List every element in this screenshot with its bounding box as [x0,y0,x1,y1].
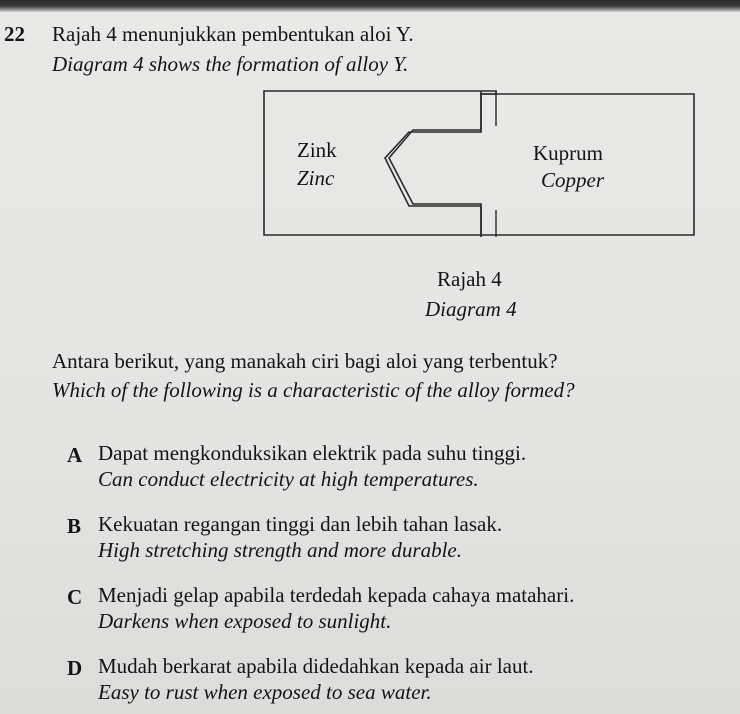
option-c-malay[interactable]: Menjadi gelap apabila terdedah kepada cahaya matahari. [98,583,575,607]
question-number: 22 [4,22,25,46]
option-a-malay[interactable]: Dapat mengkonduksikan elektrik pada suhu tinggi. [98,441,527,465]
copper-label-malay: Kuprum [533,141,603,165]
diagram-caption-malay: Rajah 4 [437,267,502,291]
option-d-malay[interactable]: Mudah berkarat apabila didedahkan kepada air laut. [98,654,534,678]
option-a-english[interactable]: Can conduct electricity at high temperatures. [98,467,479,491]
option-b-malay[interactable]: Kekuatan regangan tinggi dan lebih tahan lasak. [98,512,503,536]
option-d-letter[interactable]: D [67,656,83,680]
diagram-caption-english: Diagram 4 [425,297,517,321]
zinc-label-english: Zinc [297,166,335,190]
option-d-english[interactable]: Easy to rust when exposed to sea water. [98,680,432,704]
top-edge-shadow [0,0,740,12]
zinc-label-malay: Zink [297,138,337,162]
copper-label-english: Copper [541,168,604,192]
prompt-english: Which of the following is a characteristic of the alloy formed? [52,378,575,402]
diagram-outline [263,90,695,238]
alloy-formation-diagram [263,90,695,238]
option-a-letter[interactable]: A [67,443,83,467]
option-c-letter[interactable]: C [67,585,83,609]
boundary-zigzag [385,91,481,237]
zinc-block-outline [264,91,496,235]
question-stem-english: Diagram 4 shows the formation of alloy Y. [52,52,409,76]
prompt-malay: Antara berikut, yang manakah ciri bagi aloi yang terbentuk? [52,349,558,373]
option-c-english[interactable]: Darkens when exposed to sunlight. [98,609,392,633]
option-b-letter[interactable]: B [67,514,82,538]
question-stem-malay: Rajah 4 menunjukkan pembentukan aloi Y. [52,22,414,46]
option-b-english[interactable]: High stretching strength and more durable. [98,538,462,562]
